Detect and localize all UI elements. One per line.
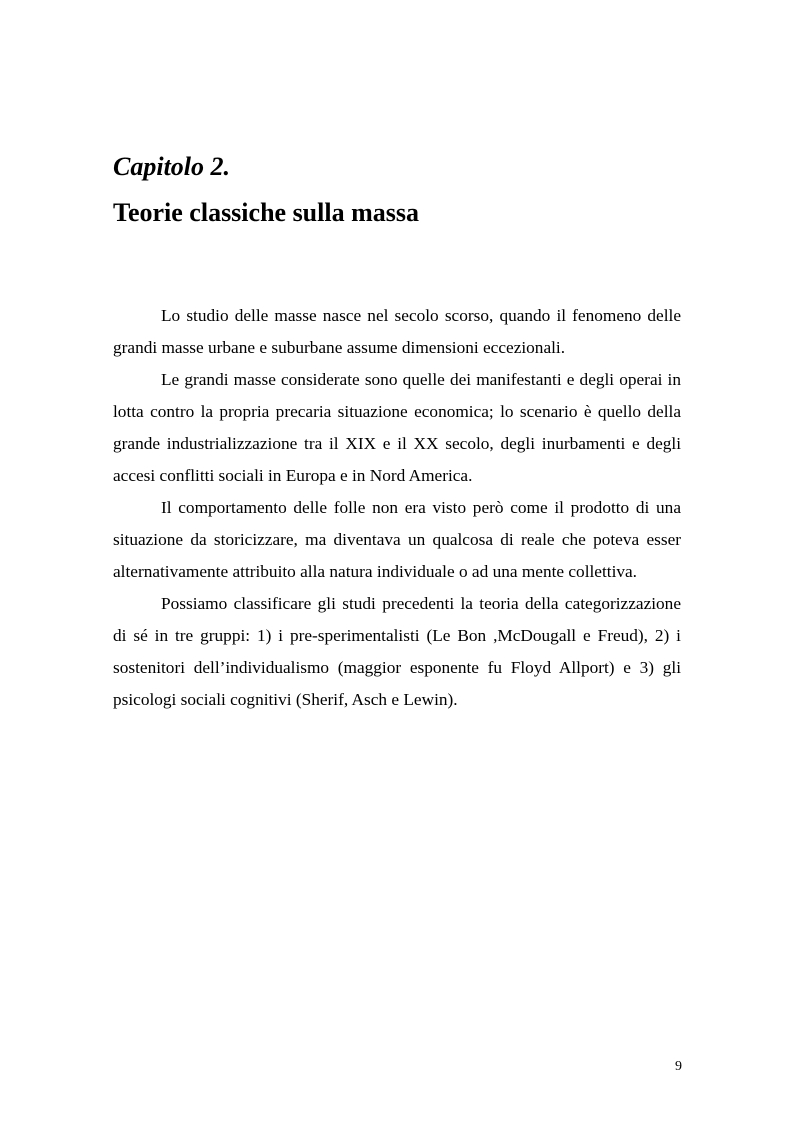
chapter-label: Capitolo 2.: [113, 152, 231, 181]
page-number: 9: [675, 1059, 682, 1074]
chapter-title: Teorie classiche sulla massa: [113, 198, 419, 227]
chapter-body: [113, 300, 681, 716]
paragraph: Lo studio delle masse nasce nel secolo scorso, quando il fenomeno delle grandi masse urbane e suburbane assume dimensioni eccezionali.: [113, 306, 681, 357]
paragraph: Possiamo classificare gli studi precedenti la teoria della categorizzazione di sé in tre gruppi: 1) i pre-sperimentalisti (Le Bon ,McDougall e Freud), 2) i sostenitori dell’individualismo (maggior esponente fu Floyd Allport) e 3) gli psicologi sociali cognitivi (Sherif, Asch e Lewin).: [113, 594, 681, 709]
paragraph: Le grandi masse considerate sono quelle dei manifestanti e degli operai in lotta contro la propria precaria situazione economica; lo scenario è quello della grande industrializzazione tra il XIX e il XX secolo, degli inurbamenti e degli accesi conflitti sociali in Europa e in Nord America.: [113, 370, 681, 485]
paragraph: Il comportamento delle folle non era visto però come il prodotto di una situazione da storicizzare, ma diventava un qualcosa di reale che poteva esser alternativamente attribuito alla natura individuale o ad una mente collettiva.: [113, 498, 681, 581]
